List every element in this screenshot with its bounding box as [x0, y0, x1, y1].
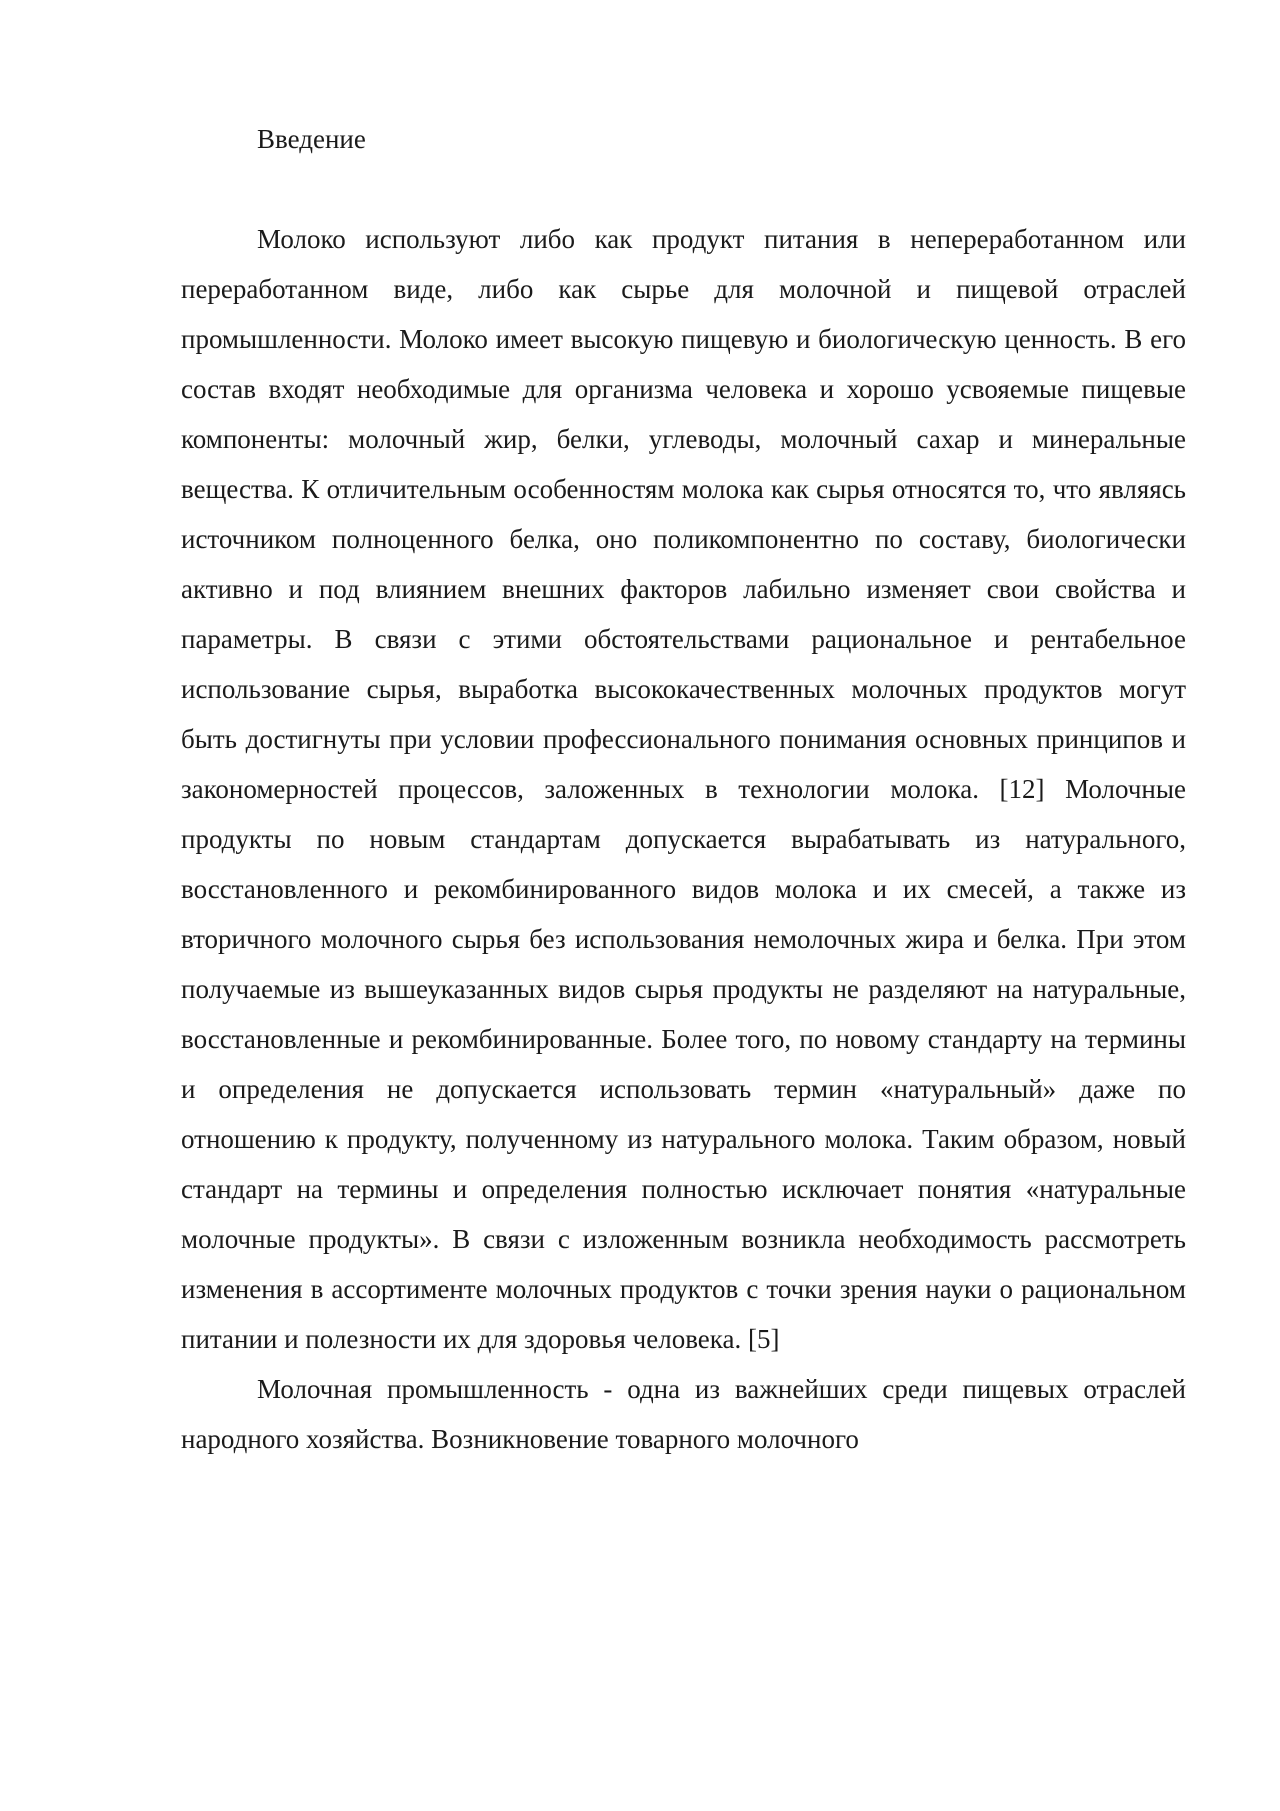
section-heading: Введение — [257, 124, 366, 154]
paragraph-1: Молоко используют либо как продукт питания в непереработанном или переработанном виде, либо как сырье для молочной и пищевой отраслей промышленности. Молоко имеет высокую пищевую и биологическую ценность. В его состав входят необходимые для организма человека и хорошо усвояемые пищевые компоненты: молочный жир, белки, углеводы, молочный сахар и минеральные вещества. К отличительным особенностям молока как сырья относятся то, что являясь источником полноценного белка, оно поликомпонентно по составу, биологически активно и под влиянием внешних факторов лабильно изменяет свои свойства и параметры. В связи с этими обстоятельствами рациональное и рентабельное использование сырья, выработка высококачественных молочных продуктов могут быть достигнуты при условии профессионального понимания основных принципов и закономерностей процессов, заложенных в технологии молока. [12] Молочные продукты по новым стандартам допускается вырабатывать из натурального, восстановленного и рекомбинированного видов молока и их смесей, а также из вторичного молочного сырья без использования немолочных жира и белка. При этом получаемые из вышеуказанных видов сырья продукты не разделяют на натуральные, восстановленные и рекомбинированные. Более того, по новому стандарту на термины и определения не допускается использовать термин «натуральный» даже по отношению к продукту, полученному из натурального молока. Таким образом, новый стандарт на термины и определения полностью исключает понятия «натуральные молочные продукты». В связи с изложенным возникла необходимость рассмотреть изменения в ассортименте молочных продуктов с точки зрения науки о рациональном питании и полезности их для здоровья человека. [5] — [181, 224, 1186, 1354]
heading-spacer — [181, 164, 1186, 214]
document-body — [181, 114, 1186, 1464]
paragraph-2: Молочная промышленность - одна из важнейших среди пищевых отраслей народного хозяйства. Возникновение товарного молочного — [181, 1374, 1186, 1454]
